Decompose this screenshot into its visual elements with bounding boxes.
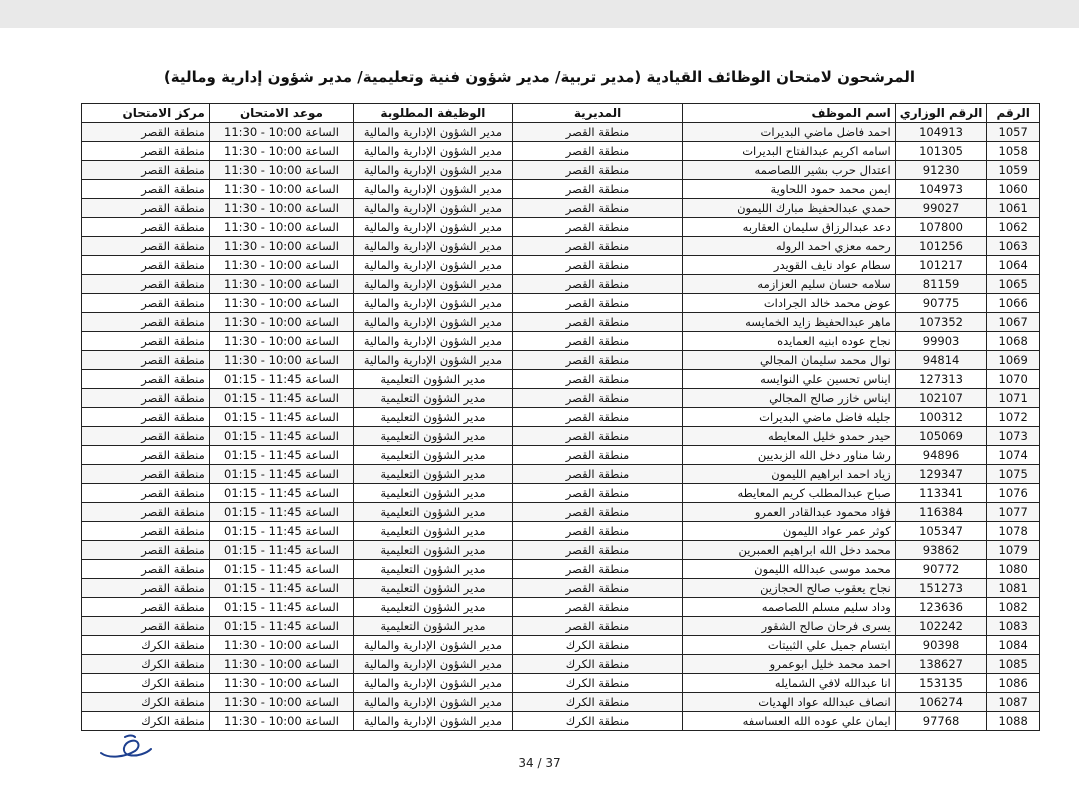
cell-directorate: منطقة القصر — [512, 484, 683, 503]
cell-exam-time: الساعة 10:00 - 11:30 — [209, 332, 353, 351]
cell-exam-time: الساعة 11:45 - 01:15 — [209, 484, 353, 503]
cell-ministry-number: 94814 — [895, 351, 987, 370]
cell-ministry-number: 102242 — [895, 617, 987, 636]
cell-employee-name: دعد عبدالرزاق سليمان العقاربه — [683, 218, 895, 237]
cell-number: 1074 — [987, 446, 1040, 465]
cell-required-job: مدير الشؤون الإدارية والمالية — [354, 636, 513, 655]
cell-directorate: منطقة القصر — [512, 180, 683, 199]
cell-ministry-number: 113341 — [895, 484, 987, 503]
cell-employee-name: نوال محمد سليمان المجالي — [683, 351, 895, 370]
cell-ministry-number: 123636 — [895, 598, 987, 617]
table-row — [82, 161, 1040, 180]
cell-exam-time: الساعة 11:45 - 01:15 — [209, 522, 353, 541]
cell-directorate: منطقة القصر — [512, 275, 683, 294]
cell-exam-time: الساعة 11:45 - 01:15 — [209, 465, 353, 484]
cell-exam-center: منطقة القصر — [82, 389, 210, 408]
cell-exam-center: منطقة القصر — [82, 370, 210, 389]
cell-required-job: مدير الشؤون الإدارية والمالية — [354, 199, 513, 218]
cell-employee-name: نجاح عوده ابنيه العمايده — [683, 332, 895, 351]
cell-number: 1075 — [987, 465, 1040, 484]
cell-employee-name: زياد احمد ابراهيم الليمون — [683, 465, 895, 484]
cell-employee-name: ايناس خازر صالح المجالي — [683, 389, 895, 408]
cell-directorate: منطقة الكرك — [512, 636, 683, 655]
cell-required-job: مدير الشؤون الإدارية والمالية — [354, 275, 513, 294]
cell-exam-center: منطقة القصر — [82, 218, 210, 237]
cell-exam-time: الساعة 11:45 - 01:15 — [209, 446, 353, 465]
cell-ministry-number: 101217 — [895, 256, 987, 275]
cell-exam-time: الساعة 11:45 - 01:15 — [209, 427, 353, 446]
cell-employee-name: رحمه معزي احمد الروله — [683, 237, 895, 256]
table-row — [82, 332, 1040, 351]
cell-employee-name: انا عبدالله لافي الشمايله — [683, 674, 895, 693]
cell-required-job: مدير الشؤون الإدارية والمالية — [354, 712, 513, 731]
column-header-ministry-number: الرقم الوزاري — [895, 104, 987, 123]
cell-directorate: منطقة القصر — [512, 294, 683, 313]
cell-required-job: مدير الشؤون الإدارية والمالية — [354, 123, 513, 142]
cell-required-job: مدير الشؤون الإدارية والمالية — [354, 218, 513, 237]
cell-exam-time: الساعة 11:45 - 01:15 — [209, 408, 353, 427]
table-row — [82, 427, 1040, 446]
cell-exam-time: الساعة 10:00 - 11:30 — [209, 636, 353, 655]
table-row — [82, 370, 1040, 389]
cell-exam-center: منطقة القصر — [82, 598, 210, 617]
cell-exam-center: منطقة القصر — [82, 446, 210, 465]
table-row — [82, 522, 1040, 541]
cell-exam-time: الساعة 11:45 - 01:15 — [209, 617, 353, 636]
cell-required-job: مدير الشؤون التعليمية — [354, 560, 513, 579]
cell-number: 1072 — [987, 408, 1040, 427]
cell-exam-time: الساعة 10:00 - 11:30 — [209, 161, 353, 180]
cell-employee-name: محمد موسى عبدالله الليمون — [683, 560, 895, 579]
cell-exam-center: منطقة القصر — [82, 351, 210, 370]
table-row — [82, 180, 1040, 199]
cell-ministry-number: 151273 — [895, 579, 987, 598]
table-row — [82, 579, 1040, 598]
cell-employee-name: جليله فاضل ماضي البديرات — [683, 408, 895, 427]
cell-directorate: منطقة القصر — [512, 199, 683, 218]
cell-exam-time: الساعة 11:45 - 01:15 — [209, 541, 353, 560]
cell-number: 1061 — [987, 199, 1040, 218]
cell-number: 1065 — [987, 275, 1040, 294]
cell-required-job: مدير الشؤون الإدارية والمالية — [354, 237, 513, 256]
cell-number: 1080 — [987, 560, 1040, 579]
cell-exam-time: الساعة 11:45 - 01:15 — [209, 560, 353, 579]
table-row — [82, 484, 1040, 503]
cell-directorate: منطقة القصر — [512, 237, 683, 256]
cell-required-job: مدير الشؤون الإدارية والمالية — [354, 693, 513, 712]
cell-ministry-number: 129347 — [895, 465, 987, 484]
cell-exam-time: الساعة 11:45 - 01:15 — [209, 598, 353, 617]
cell-ministry-number: 101256 — [895, 237, 987, 256]
cell-employee-name: صباح عبدالمطلب كريم المعايطه — [683, 484, 895, 503]
table-row — [82, 351, 1040, 370]
cell-exam-time: الساعة 10:00 - 11:30 — [209, 180, 353, 199]
cell-exam-center: منطقة القصر — [82, 237, 210, 256]
candidates-table — [81, 103, 1040, 731]
cell-directorate: منطقة القصر — [512, 522, 683, 541]
column-header-directorate: المديرية — [512, 104, 683, 123]
table-row — [82, 560, 1040, 579]
cell-required-job: مدير الشؤون التعليمية — [354, 465, 513, 484]
cell-required-job: مدير الشؤون التعليمية — [354, 484, 513, 503]
cell-required-job: مدير الشؤون التعليمية — [354, 598, 513, 617]
table-row — [82, 674, 1040, 693]
cell-exam-time: الساعة 10:00 - 11:30 — [209, 237, 353, 256]
cell-directorate: منطقة القصر — [512, 351, 683, 370]
cell-exam-center: منطقة القصر — [82, 484, 210, 503]
cell-directorate: منطقة القصر — [512, 142, 683, 161]
cell-required-job: مدير الشؤون الإدارية والمالية — [354, 161, 513, 180]
cell-number: 1068 — [987, 332, 1040, 351]
table-row — [82, 142, 1040, 161]
cell-number: 1058 — [987, 142, 1040, 161]
cell-employee-name: حمدي عبدالحفيظ مبارك الليمون — [683, 199, 895, 218]
cell-required-job: مدير الشؤون الإدارية والمالية — [354, 313, 513, 332]
cell-employee-name: اعتدال حرب بشير اللصاصمه — [683, 161, 895, 180]
cell-exam-center: منطقة القصر — [82, 560, 210, 579]
table-row — [82, 256, 1040, 275]
cell-directorate: منطقة القصر — [512, 389, 683, 408]
cell-ministry-number: 107800 — [895, 218, 987, 237]
cell-employee-name: حيدر حمدو خليل المعايطه — [683, 427, 895, 446]
cell-employee-name: احمد فاضل ماضي البديرات — [683, 123, 895, 142]
table-row — [82, 446, 1040, 465]
cell-number: 1062 — [987, 218, 1040, 237]
cell-ministry-number: 99903 — [895, 332, 987, 351]
column-header-number: الرقم — [987, 104, 1040, 123]
cell-directorate: منطقة القصر — [512, 598, 683, 617]
cell-exam-center: منطقة القصر — [82, 408, 210, 427]
table-row — [82, 294, 1040, 313]
cell-directorate: منطقة الكرك — [512, 693, 683, 712]
cell-exam-time: الساعة 10:00 - 11:30 — [209, 674, 353, 693]
cell-exam-center: منطقة القصر — [82, 161, 210, 180]
column-header-required-job: الوظيفة المطلوبة — [354, 104, 513, 123]
cell-ministry-number: 107352 — [895, 313, 987, 332]
cell-employee-name: ايمن محمد حمود اللحاوية — [683, 180, 895, 199]
cell-required-job: مدير الشؤون التعليمية — [354, 370, 513, 389]
cell-ministry-number: 81159 — [895, 275, 987, 294]
cell-employee-name: سطام عواد نايف القويدر — [683, 256, 895, 275]
cell-number: 1084 — [987, 636, 1040, 655]
cell-ministry-number: 101305 — [895, 142, 987, 161]
cell-ministry-number: 153135 — [895, 674, 987, 693]
cell-directorate: منطقة القصر — [512, 617, 683, 636]
cell-required-job: مدير الشؤون الإدارية والمالية — [354, 180, 513, 199]
cell-exam-time: الساعة 11:45 - 01:15 — [209, 579, 353, 598]
cell-number: 1083 — [987, 617, 1040, 636]
table-row — [82, 275, 1040, 294]
cell-number: 1071 — [987, 389, 1040, 408]
cell-employee-name: رشا مناور دخل الله الزبديين — [683, 446, 895, 465]
cell-employee-name: احمد محمد خليل ابوعمرو — [683, 655, 895, 674]
cell-exam-center: منطقة الكرك — [82, 674, 210, 693]
cell-exam-time: الساعة 10:00 - 11:30 — [209, 351, 353, 370]
cell-ministry-number: 104913 — [895, 123, 987, 142]
cell-exam-time: الساعة 10:00 - 11:30 — [209, 199, 353, 218]
cell-ministry-number: 102107 — [895, 389, 987, 408]
table-row — [82, 655, 1040, 674]
cell-directorate: منطقة القصر — [512, 332, 683, 351]
cell-directorate: منطقة القصر — [512, 256, 683, 275]
table-row — [82, 218, 1040, 237]
cell-exam-center: منطقة القصر — [82, 123, 210, 142]
cell-ministry-number: 99027 — [895, 199, 987, 218]
cell-number: 1088 — [987, 712, 1040, 731]
cell-ministry-number: 127313 — [895, 370, 987, 389]
cell-exam-center: منطقة القصر — [82, 427, 210, 446]
table-row — [82, 389, 1040, 408]
cell-directorate: منطقة القصر — [512, 313, 683, 332]
cell-ministry-number: 138627 — [895, 655, 987, 674]
cell-exam-center: منطقة القصر — [82, 199, 210, 218]
cell-employee-name: ابتسام جميل علي الثبيتات — [683, 636, 895, 655]
cell-employee-name: عوض محمد خالد الجرادات — [683, 294, 895, 313]
cell-exam-time: الساعة 11:45 - 01:15 — [209, 370, 353, 389]
cell-number: 1060 — [987, 180, 1040, 199]
cell-required-job: مدير الشؤون الإدارية والمالية — [354, 332, 513, 351]
cell-number: 1066 — [987, 294, 1040, 313]
cell-number: 1085 — [987, 655, 1040, 674]
cell-employee-name: فؤاد محمود عبدالقادر العمرو — [683, 503, 895, 522]
cell-directorate: منطقة القصر — [512, 123, 683, 142]
cell-directorate: منطقة القصر — [512, 579, 683, 598]
cell-exam-time: الساعة 10:00 - 11:30 — [209, 142, 353, 161]
cell-number: 1081 — [987, 579, 1040, 598]
cell-number: 1078 — [987, 522, 1040, 541]
cell-exam-center: منطقة القصر — [82, 465, 210, 484]
cell-exam-center: منطقة القصر — [82, 313, 210, 332]
cell-directorate: منطقة القصر — [512, 370, 683, 389]
cell-directorate: منطقة القصر — [512, 408, 683, 427]
cell-exam-center: منطقة القصر — [82, 142, 210, 161]
cell-required-job: مدير الشؤون الإدارية والمالية — [354, 142, 513, 161]
cell-directorate: منطقة القصر — [512, 560, 683, 579]
cell-number: 1057 — [987, 123, 1040, 142]
table-header-row — [82, 104, 1040, 123]
cell-employee-name: وداد سليم مسلم اللصاصمه — [683, 598, 895, 617]
cell-ministry-number: 90398 — [895, 636, 987, 655]
cell-required-job: مدير الشؤون التعليمية — [354, 503, 513, 522]
cell-required-job: مدير الشؤون التعليمية — [354, 446, 513, 465]
cell-number: 1069 — [987, 351, 1040, 370]
cell-exam-center: منطقة القصر — [82, 579, 210, 598]
table-row — [82, 617, 1040, 636]
cell-ministry-number: 104973 — [895, 180, 987, 199]
cell-number: 1059 — [987, 161, 1040, 180]
column-header-exam-time: موعد الامتحان — [209, 104, 353, 123]
cell-employee-name: يسرى فرحان صالح الشقور — [683, 617, 895, 636]
cell-required-job: مدير الشؤون التعليمية — [354, 541, 513, 560]
cell-ministry-number: 91230 — [895, 161, 987, 180]
cell-directorate: منطقة القصر — [512, 218, 683, 237]
cell-required-job: مدير الشؤون الإدارية والمالية — [354, 294, 513, 313]
cell-number: 1064 — [987, 256, 1040, 275]
cell-number: 1079 — [987, 541, 1040, 560]
table-row — [82, 503, 1040, 522]
cell-exam-time: الساعة 11:45 - 01:15 — [209, 389, 353, 408]
cell-number: 1077 — [987, 503, 1040, 522]
cell-required-job: مدير الشؤون الإدارية والمالية — [354, 674, 513, 693]
cell-exam-center: منطقة الكرك — [82, 712, 210, 731]
table-row — [82, 541, 1040, 560]
table-body — [82, 123, 1040, 731]
cell-exam-time: الساعة 11:45 - 01:15 — [209, 503, 353, 522]
cell-ministry-number: 97768 — [895, 712, 987, 731]
column-header-exam-center: مركز الامتحان — [82, 104, 210, 123]
cell-exam-center: منطقة القصر — [82, 522, 210, 541]
page-number: 34 / 37 — [518, 756, 561, 770]
cell-required-job: مدير الشؤون الإدارية والمالية — [354, 655, 513, 674]
cell-exam-time: الساعة 10:00 - 11:30 — [209, 313, 353, 332]
cell-exam-center: منطقة القصر — [82, 275, 210, 294]
cell-directorate: منطقة القصر — [512, 541, 683, 560]
table-row — [82, 693, 1040, 712]
cell-required-job: مدير الشؤون التعليمية — [354, 522, 513, 541]
cell-number: 1067 — [987, 313, 1040, 332]
cell-number: 1086 — [987, 674, 1040, 693]
cell-ministry-number: 90775 — [895, 294, 987, 313]
cell-ministry-number: 93862 — [895, 541, 987, 560]
cell-employee-name: نجاح يعقوب صالح الحجازين — [683, 579, 895, 598]
cell-exam-time: الساعة 10:00 - 11:30 — [209, 256, 353, 275]
cell-required-job: مدير الشؤون التعليمية — [354, 389, 513, 408]
cell-ministry-number: 100312 — [895, 408, 987, 427]
cell-employee-name: سلامه حسان سليم العزازمه — [683, 275, 895, 294]
cell-ministry-number: 105069 — [895, 427, 987, 446]
table-row — [82, 598, 1040, 617]
table-row — [82, 712, 1040, 731]
cell-exam-time: الساعة 10:00 - 11:30 — [209, 712, 353, 731]
table-row — [82, 199, 1040, 218]
cell-directorate: منطقة القصر — [512, 503, 683, 522]
cell-directorate: منطقة القصر — [512, 427, 683, 446]
cell-number: 1063 — [987, 237, 1040, 256]
cell-ministry-number: 105347 — [895, 522, 987, 541]
cell-directorate: منطقة القصر — [512, 161, 683, 180]
cell-exam-time: الساعة 10:00 - 11:30 — [209, 275, 353, 294]
cell-exam-center: منطقة القصر — [82, 332, 210, 351]
table-row — [82, 237, 1040, 256]
cell-exam-center: منطقة القصر — [82, 503, 210, 522]
cell-ministry-number: 90772 — [895, 560, 987, 579]
cell-required-job: مدير الشؤون التعليمية — [354, 617, 513, 636]
cell-directorate: منطقة القصر — [512, 446, 683, 465]
cell-employee-name: كوثر عمر عواد الليمون — [683, 522, 895, 541]
cell-directorate: منطقة الكرك — [512, 655, 683, 674]
cell-exam-time: الساعة 10:00 - 11:30 — [209, 294, 353, 313]
cell-exam-center: منطقة القصر — [82, 541, 210, 560]
cell-exam-center: منطقة القصر — [82, 180, 210, 199]
cell-exam-center: منطقة الكرك — [82, 693, 210, 712]
table-row — [82, 636, 1040, 655]
cell-required-job: مدير الشؤون التعليمية — [354, 408, 513, 427]
cell-number: 1070 — [987, 370, 1040, 389]
cell-ministry-number: 106274 — [895, 693, 987, 712]
table-row — [82, 123, 1040, 142]
cell-exam-time: الساعة 10:00 - 11:30 — [209, 655, 353, 674]
cell-employee-name: انصاف عبدالله عواد الهديات — [683, 693, 895, 712]
document-page — [0, 28, 1079, 790]
cell-employee-name: ايمان علي عوده الله العساسفه — [683, 712, 895, 731]
cell-exam-center: منطقة الكرك — [82, 636, 210, 655]
cell-exam-center: منطقة القصر — [82, 256, 210, 275]
table-row — [82, 465, 1040, 484]
cell-exam-center: منطقة القصر — [82, 294, 210, 313]
cell-exam-time: الساعة 10:00 - 11:30 — [209, 693, 353, 712]
cell-ministry-number: 94896 — [895, 446, 987, 465]
cell-ministry-number: 116384 — [895, 503, 987, 522]
cell-number: 1082 — [987, 598, 1040, 617]
cell-employee-name: ماهر عبدالحفيظ زايد الخمايسه — [683, 313, 895, 332]
cell-required-job: مدير الشؤون الإدارية والمالية — [354, 256, 513, 275]
cell-number: 1087 — [987, 693, 1040, 712]
cell-directorate: منطقة القصر — [512, 465, 683, 484]
cell-directorate: منطقة الكرك — [512, 712, 683, 731]
cell-number: 1073 — [987, 427, 1040, 446]
cell-exam-center: منطقة الكرك — [82, 655, 210, 674]
cell-employee-name: ايناس تحسين علي النوايسه — [683, 370, 895, 389]
page-title: المرشحون لامتحان الوظائف القيادية (مدير تربية/ مدير شؤون فنية وتعليمية/ مدير شؤون إدارية ومالية) — [163, 68, 916, 86]
cell-number: 1076 — [987, 484, 1040, 503]
cell-employee-name: محمد دخل الله ابراهيم العمبرين — [683, 541, 895, 560]
table-row — [82, 408, 1040, 427]
column-header-employee-name: اسم الموظف — [683, 104, 895, 123]
cell-exam-time: الساعة 10:00 - 11:30 — [209, 123, 353, 142]
table-row — [82, 313, 1040, 332]
cell-required-job: مدير الشؤون التعليمية — [354, 579, 513, 598]
cell-exam-center: منطقة القصر — [82, 617, 210, 636]
cell-directorate: منطقة الكرك — [512, 674, 683, 693]
cell-required-job: مدير الشؤون الإدارية والمالية — [354, 351, 513, 370]
cell-required-job: مدير الشؤون التعليمية — [354, 427, 513, 446]
cell-employee-name: اسامه اكريم عبدالفتاح البديرات — [683, 142, 895, 161]
cell-exam-time: الساعة 10:00 - 11:30 — [209, 218, 353, 237]
